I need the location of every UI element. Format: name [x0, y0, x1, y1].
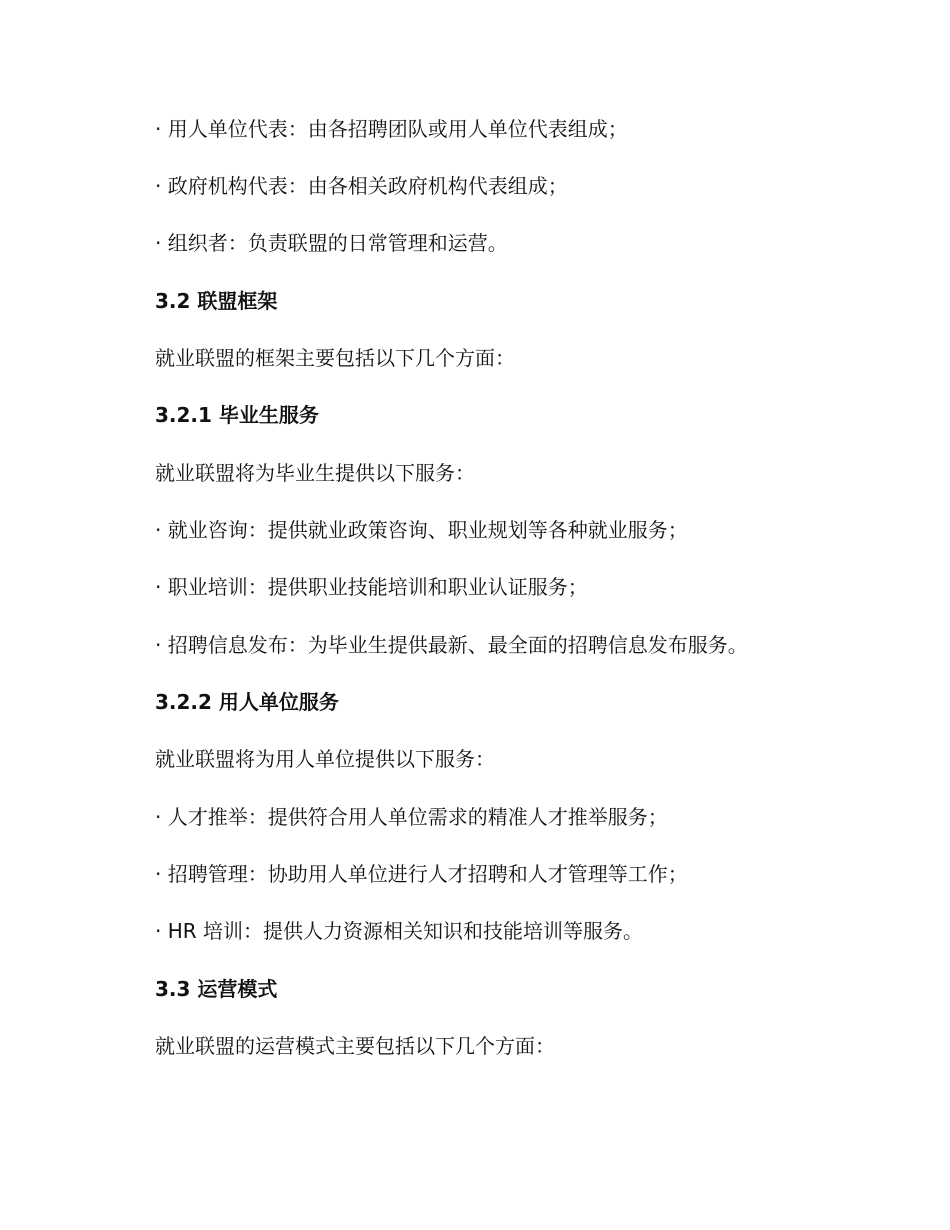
- subsection-heading: 3.2.2 用人单位服务: [155, 690, 339, 714]
- subsection-heading: 3.2.1 毕业生服务: [155, 403, 319, 427]
- bullet-item: · 职业培训：提供职业技能培训和职业认证服务；: [155, 575, 588, 599]
- paragraph: 就业联盟的框架主要包括以下几个方面：: [155, 346, 515, 370]
- section-heading: 3.2 联盟框架: [155, 289, 278, 313]
- paragraph: 就业联盟的运营模式主要包括以下几个方面：: [155, 1034, 555, 1058]
- bullet-item: · 招聘信息发布：为毕业生提供最新、最全面的招聘信息发布服务。: [155, 633, 748, 657]
- bullet-item: · 人才推举：提供符合用人单位需求的精准人才推举服务；: [155, 805, 668, 829]
- paragraph: 就业联盟将为用人单位提供以下服务：: [155, 747, 495, 771]
- section-heading: 3.3 运营模式: [155, 977, 278, 1001]
- bullet-item: · 政府机构代表：由各相关政府机构代表组成；: [155, 174, 568, 198]
- bullet-item: · 用人单位代表：由各招聘团队或用人单位代表组成；: [155, 117, 628, 141]
- paragraph: 就业联盟将为毕业生提供以下服务：: [155, 461, 475, 485]
- bullet-item: · 招聘管理：协助用人单位进行人才招聘和人才管理等工作；: [155, 862, 688, 886]
- bullet-item: · HR 培训：提供人力资源相关知识和技能培训等服务。: [155, 919, 644, 943]
- bullet-item: · 就业咨询：提供就业政策咨询、职业规划等各种就业服务；: [155, 518, 688, 542]
- bullet-item: · 组织者：负责联盟的日常管理和运营。: [155, 231, 508, 255]
